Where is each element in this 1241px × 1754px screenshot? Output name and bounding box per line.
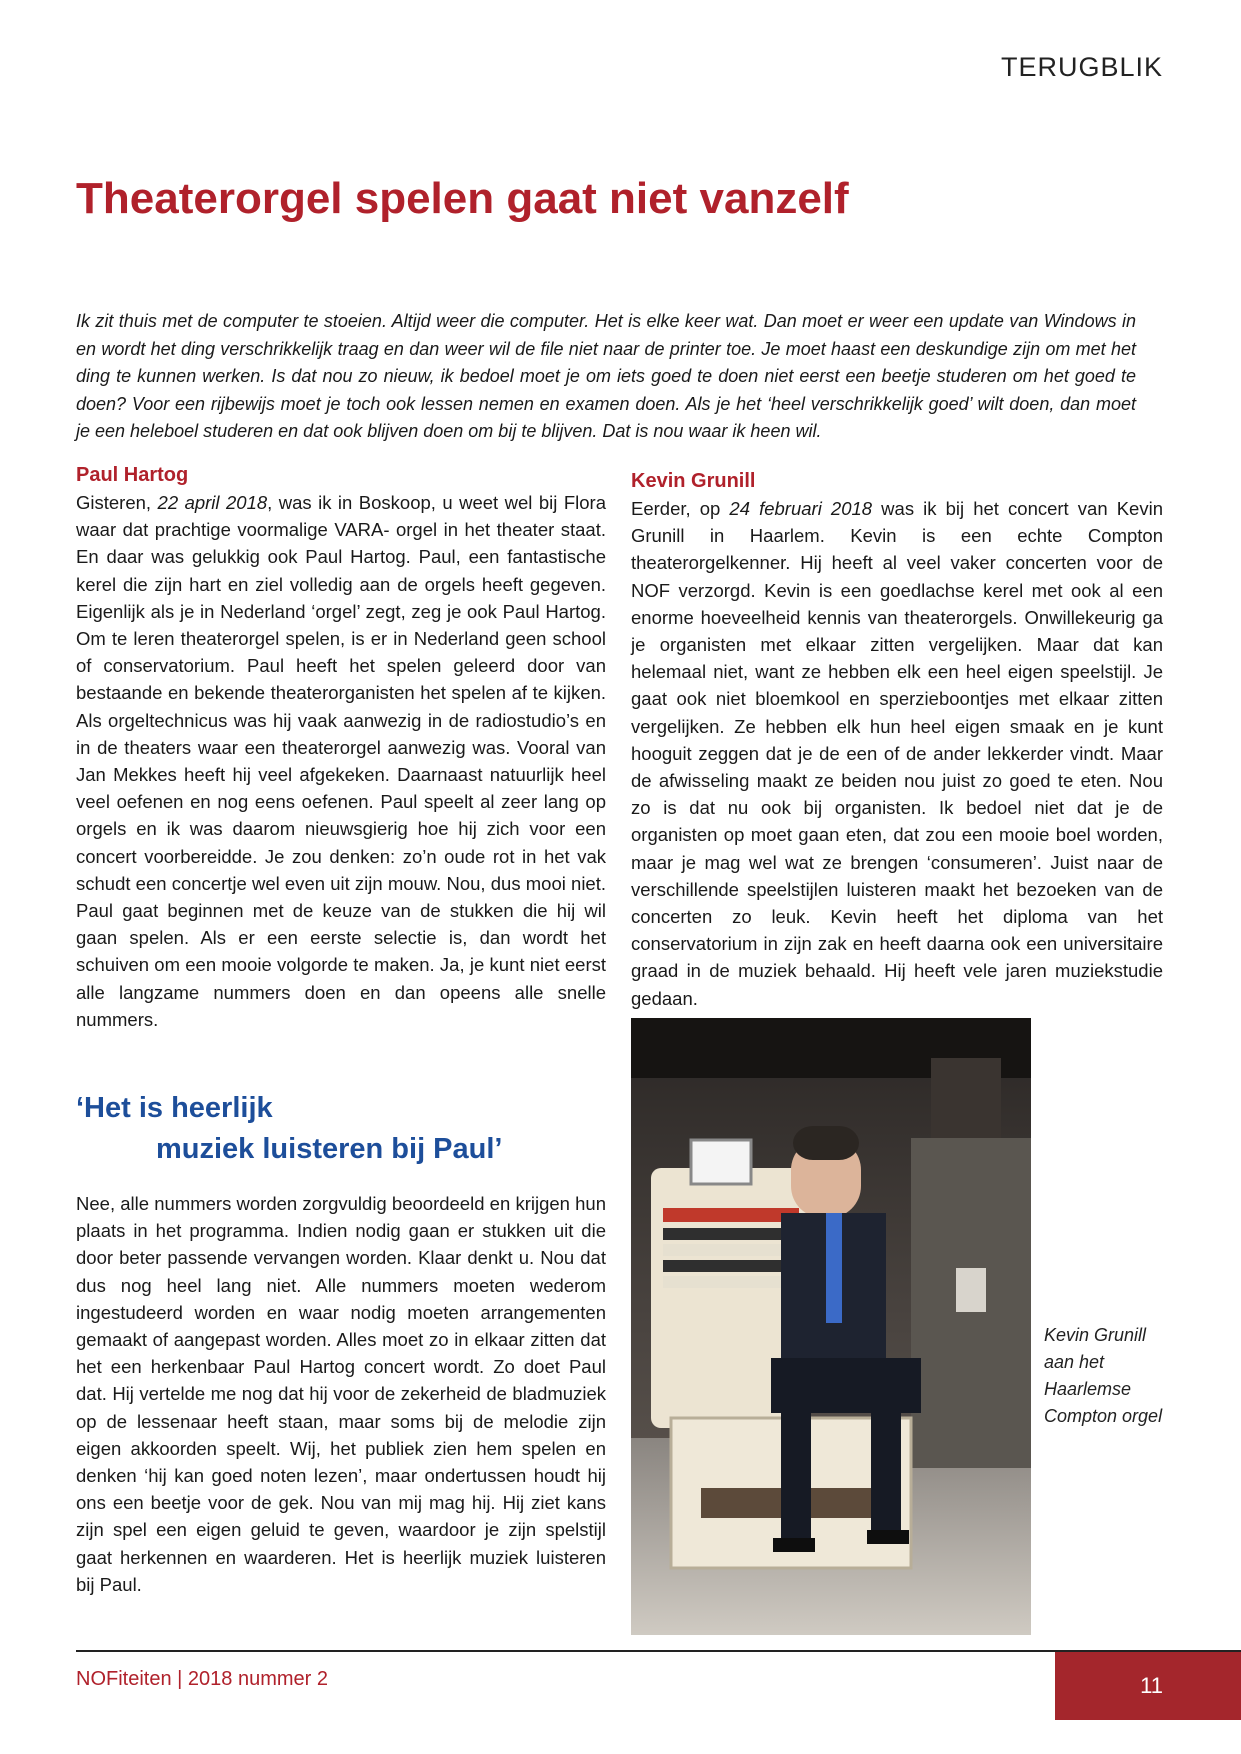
concert-date: 24 februari 2018 — [729, 498, 873, 519]
page-number: 11 — [1140, 1673, 1163, 1698]
photo-caption: Kevin Grunill aan het Haarlemse Compton orgel — [1044, 1325, 1163, 1426]
photo-illustration — [631, 1018, 1031, 1635]
left-column — [76, 464, 606, 1033]
page-number-box — [1055, 1652, 1241, 1720]
text-span: was ik bij het concert van Kevin Grunill in Haarlem. Kevin is een echte Compton theaterorgelkenner. Hij heeft al veel vaker concerten voor de NOF verzorgd. Kevin is een goedlachse kerel met ook al een enorme hoeveelheid kennis van theaterorgels. Onwillekeurig ga je organisten met elkaar zitten vergelijken. Maar dat kan helemaal niet, want ze hebben elk een heel eigen speelstijl. Je gaat ook niet bloemkool en sperzieboontjes met elkaar zitten vergelijken. Ze hebben elk hun heel eigen smaak en je kunt hooguit zeggen dat je de een of de ander lekkerder vindt. Maar de afwisseling maakt ze beiden nou juist zo goed te eten. Nou zo is dat nu ook bij organisten. Ik bedoel niet dat je de organisten op moet gaan eten, dat zou een mooie boel worden, maar je mag wel wat ze brengen ‘consumeren’. Juist naar de verschillende speelstijlen luisteren maakt het bezoeken van de concerten zo leuk. Kevin heeft het diploma van het conservatorium in zijn zak en heeft daarna ook een universitaire graad in de muziek behaald. Hij heeft vele jaren muziekstudie gedaan. — [631, 498, 1163, 1009]
byline-paul-hartog: Paul Hartog — [76, 464, 189, 486]
right-column — [631, 470, 1163, 1012]
photo-kevin-grunill-at-organ — [631, 1018, 1031, 1635]
paragraph-paul-2: Nee, alle nummers worden zorgvuldig beoordeeld en krijgen hun plaats in het programma. Indien nodig gaan er stukken uit die door beter passende vervangen worden. Klaar denkt u. Nou dat dus nog heel lang niet. Alle nummers moeten wederom ingestudeerd worden en waar nodig moeten arrangementen gemaakt of aangepast worden. Alles moet zo in elkaar zitten dat het een herkenbaar Paul Hartog concert wordt. Zo doet Paul dat. Hij vertelde me nog dat hij voor de zekerheid de bladmuziek op de lessenaar heeft staan, maar soms bij de melodie zijn eigen akkoorden speelt. Wij, het publiek zien hem spelen en denken ‘hij kan goed noten lezen’, maar ondertussen houdt hij ons een beetje voor de gek. Nou van mij mag hij. Hij ziet kans zijn spel een eigen geluid te geven, waardoor je zijn spelstijl gaat herkennen en waarderen. Het is heerlijk muziek luisteren bij Paul. — [76, 1193, 606, 1595]
byline-kevin-grunill: Kevin Grunill — [631, 470, 756, 492]
paragraph-kevin-1 — [631, 495, 1163, 1012]
text-span: Gisteren, — [76, 492, 158, 513]
paragraph-paul-1 — [76, 489, 606, 1033]
text-span: , was ik in Boskoop, u weet wel bij Flora waar dat prachtige voormalige VARA- orgel in het theater staat. En daar was gelukkig ook Paul Hartog. Paul, een fantastische kerel die zijn hart en ziel volledig aan de orgels heeft gegeven. Eigenlijk als je in Nederland ‘orgel’ zegt, zeg je ook Paul Hartog. Om te leren theaterorgel spelen, is er in Nederland geen school of conservatorium. Paul heeft het spelen geleerd door van bestaande en bekende theaterorganisten het spelen af te kijken. Als orgeltechnicus was hij vaak aanwezig in de radiostudio’s en in de theaters waar een theaterorgel aanwezig was. Vooral van Jan Mekkes heeft hij veel afgekeken. Daarnaast natuurlijk heel veel oefenen en nog eens oefenen. Paul speelt al zeer lang op orgels en ik was daarom nieuwsgierig hoe hij zich voor een concert voorbereidde. Je zou denken: zo’n oude rot in het vak schudt een concertje wel even uit zijn mouw. Nou, dus mooi niet. Paul gaat beginnen met de keuze van de stukken die hij wil gaan spelen. Als er een eerste selectie is, dan wordt het schuiven om een mooie volgorde te maken. Ja, je kunt niet eerst alle langzame nummers doen en dan opeens alle snelle nummers. — [76, 492, 606, 1030]
article-title: Theaterorgel spelen gaat niet vanzelf — [76, 174, 849, 223]
footer-publication: NOFiteiten | 2018 nummer 2 — [76, 1668, 328, 1690]
pull-quote-line-1: ‘Het is heerlijk — [76, 1092, 273, 1124]
pull-quote-line-2: muziek luisteren bij Paul’ — [156, 1133, 503, 1165]
left-column-continued — [76, 1190, 606, 1598]
text-span: Eerder, op — [631, 498, 730, 519]
concert-date: 22 april 2018 — [157, 492, 268, 513]
section-label: TERUGBLIK — [1000, 52, 1163, 82]
pull-quote — [76, 1088, 606, 1170]
article-intro: Ik zit thuis met de computer te stoeien. Altijd weer die computer. Het is elke keer wat. Dan moet er weer een update van Windows in en wordt het ding verschrikkelijk traag en dan weer wil de file niet naar de printer toe. Je moet haast een deskundige zijn om met het ding te kunnen werken. Is dat nou zo nieuw, ik bedoel moet je om iets goed te doen niet eerst een beetje studeren om het goed te doen? Voor een rijbewijs moet je toch ook lessen nemen en examen doen. Als je het ‘heel verschrikkelijk goed’ wilt doen, dan moet je een heleboel studeren en dat ook blijven doen om bij te blijven. Dat is nou waar ik heen wil. — [76, 311, 1136, 441]
